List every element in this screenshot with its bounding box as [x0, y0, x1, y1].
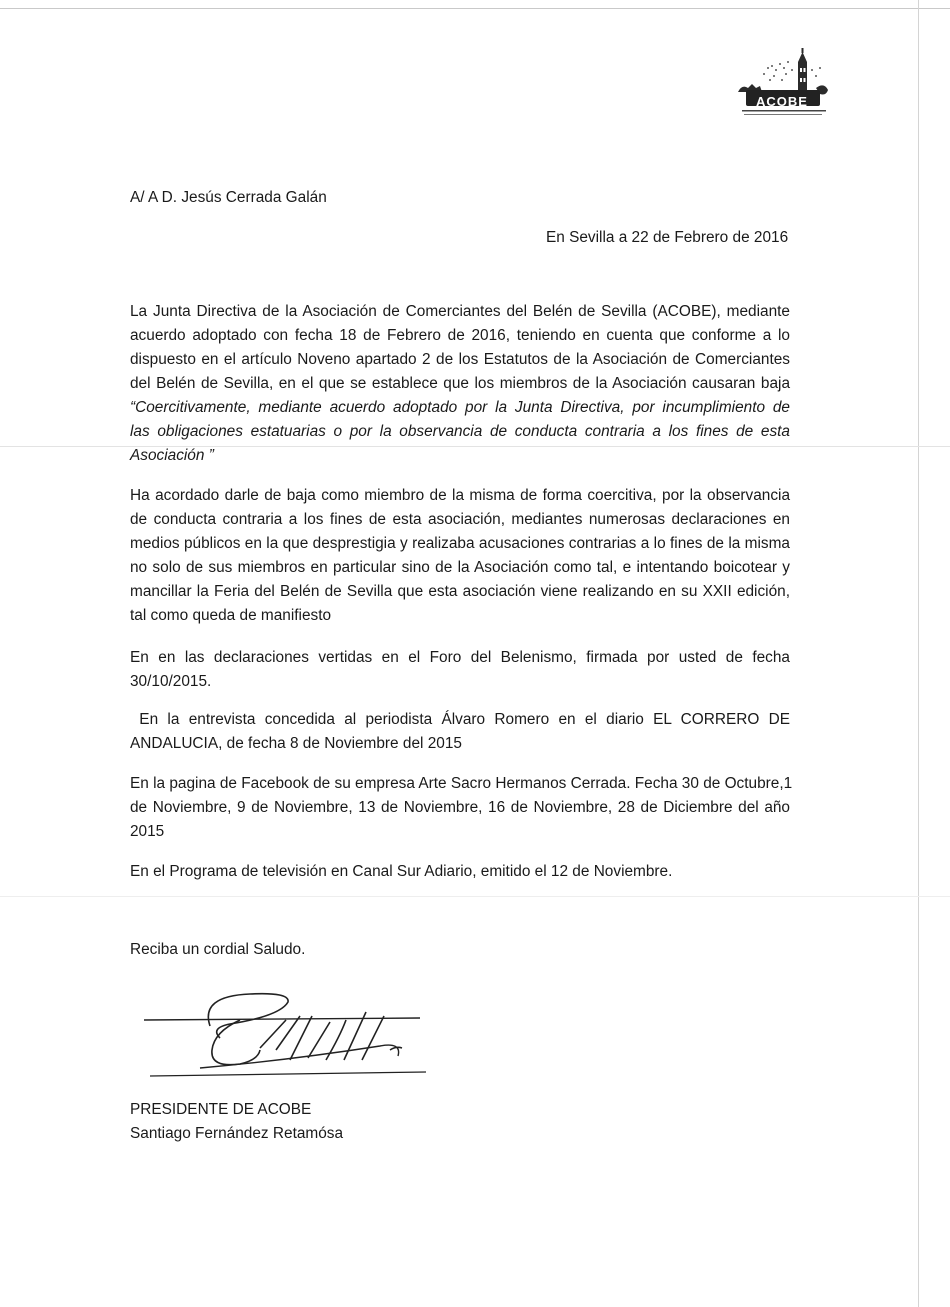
statute-quote-line: las obligaciones estatuarias o por la observancia de conducta contraria a los fines de esta — [130, 423, 790, 440]
signer-name: Santiago Fernández Retamósa — [130, 1125, 344, 1142]
acobe-logo-icon — [728, 48, 834, 128]
paragraph-2 — [130, 484, 790, 628]
statute-quote-line: “Coercitivamente, mediante acuerdo adoptado por la Junta Directiva, por incumplimiento de — [130, 399, 790, 416]
signer-title: PRESIDENTE DE ACOBE — [130, 1101, 312, 1118]
scan-edge-top — [0, 8, 950, 9]
paragraph-5-line: de Noviembre, 9 de Noviembre, 13 de Noviembre, 16 de Noviembre, 28 de Diciembre del año — [130, 799, 790, 816]
paragraph-5-line: En la pagina de Facebook de su empresa Arte Sacro Hermanos Cerrada. Fecha 30 de Octubre,1 — [130, 775, 793, 792]
fold-line-lower — [0, 896, 950, 897]
statute-quote-line: Asociación ” — [130, 447, 214, 464]
paragraph-1 — [130, 300, 790, 468]
paragraph-1-line: acuerdo adoptado con fecha 18 de Febrero de 2016, teniendo en cuenta que conforme a lo — [130, 327, 790, 344]
paragraph-5-line: 2015 — [130, 823, 165, 840]
paragraph-2-line: de conducta contraria a los fines de esta asociación, mediantes numerosas declaraciones en — [130, 511, 790, 528]
paragraph-1-line: La Junta Directiva de la Asociación de Comerciantes del Belén de Sevilla (ACOBE), mediante — [130, 303, 790, 320]
paragraph-4 — [130, 708, 790, 756]
paragraph-3-line: 30/10/2015. — [130, 673, 212, 690]
scan-edge-right — [918, 0, 919, 1307]
paragraph-4-line: En la entrevista concedida al periodista Álvaro Romero en el diario EL CORRERO DE — [130, 711, 790, 728]
paragraph-5 — [130, 772, 793, 844]
paragraph-2-line: mancillar la Feria del Belén de Sevilla que esta asociación viene realizando en su XXII edición, — [130, 583, 790, 600]
paragraph-2-line: Ha acordado darle de baja como miembro de la misma de forma coercitiva, por la observancia — [130, 487, 790, 504]
paragraph-2-line: medios públicos en la que desprestigia y realizaba acusaciones contrarias a lo fines de la misma — [130, 535, 790, 552]
date-line: En Sevilla a 22 de Febrero de 2016 — [546, 229, 789, 246]
paragraph-2-line: no solo de sus miembros en particular sino de la Asociación como tal, e intentando boicotear y — [130, 559, 790, 576]
paragraph-3-line: En en las declaraciones vertidas en el Foro del Belenismo, firmada por usted de fecha — [130, 649, 790, 666]
paragraph-2-line: tal como queda de manifiesto — [130, 607, 332, 624]
logo-text: ACOBE — [756, 94, 808, 109]
recipient: A/ A D. Jesús Cerrada Galán — [130, 189, 327, 206]
paragraph-4-line: ANDALUCIA, de fecha 8 de Noviembre del 2015 — [130, 735, 462, 752]
paragraph-1-line: dispuesto en el artículo Noveno apartado 2 de los Estatutos de la Asociación de Comerciantes — [130, 351, 790, 368]
paragraph-3 — [130, 646, 790, 694]
paragraph-6: En el Programa de televisión en Canal Sur Adiario, emitido el 12 de Noviembre. — [130, 863, 673, 880]
paragraph-1-line: del Belén de Sevilla, en el que se establece que los miembros de la Asociación causaran baja — [130, 375, 790, 392]
closing: Reciba un cordial Saludo. — [130, 941, 306, 958]
signature-image — [140, 976, 440, 1086]
